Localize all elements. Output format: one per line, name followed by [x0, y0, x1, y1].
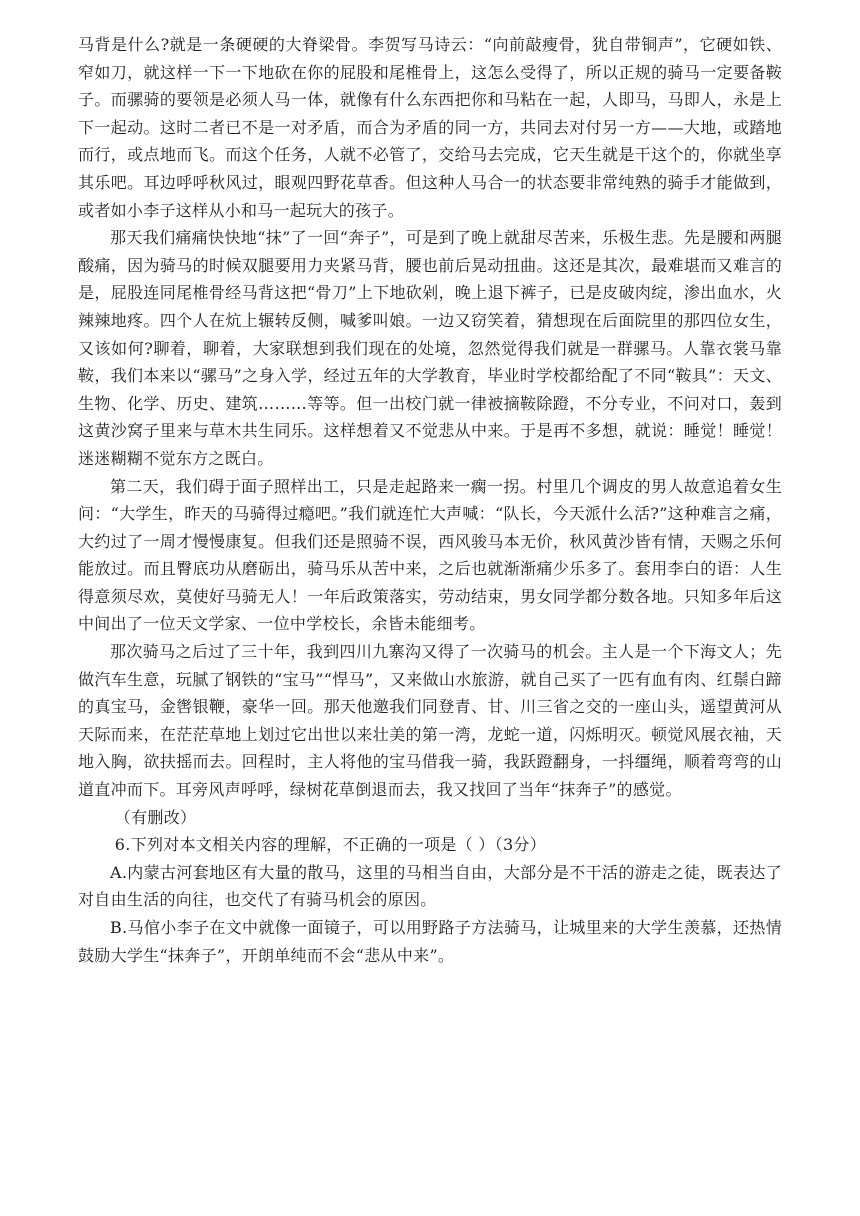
option-b: B.马倌小李子在文中就像一面镜子，可以用野路子方法骑马，让城里来的大学生羡慕，还热情鼓励大学生“抹奔子”，开朗单纯而不会“悲从中来”。	[78, 918, 782, 965]
option-a: A.内蒙古河套地区有大量的散马，这里的马相当自由，大部分是不干活的游走之徒，既表达了对自由生活的向往，也交代了有骑马机会的原因。	[78, 862, 782, 910]
question-stem: 6.下列对本文相关内容的理解，不正确的一项是（ ）（3分）	[114, 835, 547, 855]
paragraph-4: 那次骑马之后过了三十年，我到四川九寨沟又得了一次骑马的机会。主人是一个下海文人；先做汽车生意，玩腻了钢铁的“宝马”“悍马”，又来做山水旅游，就自己买了一匹有血有肉、红鬃白蹄的真宝马，金辔银鞭，豪华一回。那天他邀我们同登青、甘、川三省之交的一座山头，遥望黄河从天际而来，在茫茫草地上划过它出世以来壮美的第一湾，龙蛇一道，闪烁明灭。顿觉风展衣袖，天地入胸，欲扶摇而去。回程时，主人将他的宝马借我一骑，我跃蹬翻身，一抖缰绳，顺着弯弯的山道直冲而下。耳旁风声呼呼，绿树花草倒退而去，我又找回了当年“抹奔子”的感觉。	[78, 642, 782, 800]
revision-note: （有删改）	[114, 807, 197, 827]
document-body	[78, 31, 782, 969]
paragraph-3: 第二天，我们碍于面子照样出工，只是走起路来一瘸一拐。村里几个调皮的男人故意追着女生问：“大学生，昨天的马骑得过瘾吧。”我们就连忙大声喊：“队长，今天派什么活?”这种难言之痛，大约过了一周才慢慢康复。但我们还是照骑不误，西风骏马本无价，秋风黄沙皆有情，天赐之乐何能放过。而且臀底功从磨砺出，骑马乐从苦中来，之后也就渐渐痛少乐多了。套用李白的语：人生得意须尽欢，莫使好马骑无人！一年后政策落实，劳动结束，男女同学都分数各地。只知多年后这中间出了一位天文学家、一位中学校长，余皆未能细考。	[78, 476, 782, 634]
paragraph-2: 那天我们痛痛快快地“抹”了一回“奔子”，可是到了晚上就甜尽苦来，乐极生悲。先是腰和两腿酸痛，因为骑马的时候双腿要用力夹紧马背，腰也前后晃动扭曲。这还是其次，最难堪而又难言的是，屁股连同尾椎骨经马背这把“骨刀”上下地砍剁，晚上退下裤子，已是皮破肉绽，渗出血水，火辣辣地疼。四个人在炕上辗转反侧，喊爹叫娘。一边又窃笑着，猜想现在后面院里的那四位女生，又该如何?聊着，聊着，大家联想到我们现在的处境，忽然觉得我们就是一群骡马。人靠衣裳马靠鞍，我们本来以“骡马”之身入学，经过五年的大学教育，毕业时学校都给配了不同“鞍具”：天文、生物、化学、历史、建筑………等等。但一出校门就一律被摘鞍除蹬，不分专业，不问对口，轰到这黄沙窝子里来与草木共生同乐。这样想着又不觉悲从中来。于是再不多想，就说：睡觉！睡觉！迷迷糊糊不觉东方之既白。	[78, 228, 782, 468]
paragraph-1: 马背是什么?就是一条硬硬的大脊梁骨。李贺写马诗云：“向前敲瘦骨，犹自带铜声”，它硬如铁、窄如刀，就这样一下一下地砍在你的屁股和尾椎骨上，这怎么受得了，所以正规的骑马一定要备鞍子。而骡骑的要领是必须人马一体，就像有什么东西把你和马粘在一起，人即马，马即人，永是上下一起动。这时二者已不是一对矛盾，而合为矛盾的同一方，共同去对付另一方——大地，或踏地而行，或点地而飞。而这个任务，人就不必管了，交给马去完成，它天生就是干这个的，你就坐享其乐吧。耳边呼呼秋风过，眼观四野花草香。但这种人马合一的状态要非常纯熟的骑手才能做到，或者如小李子这样从小和马一起玩大的孩子。	[78, 35, 782, 220]
